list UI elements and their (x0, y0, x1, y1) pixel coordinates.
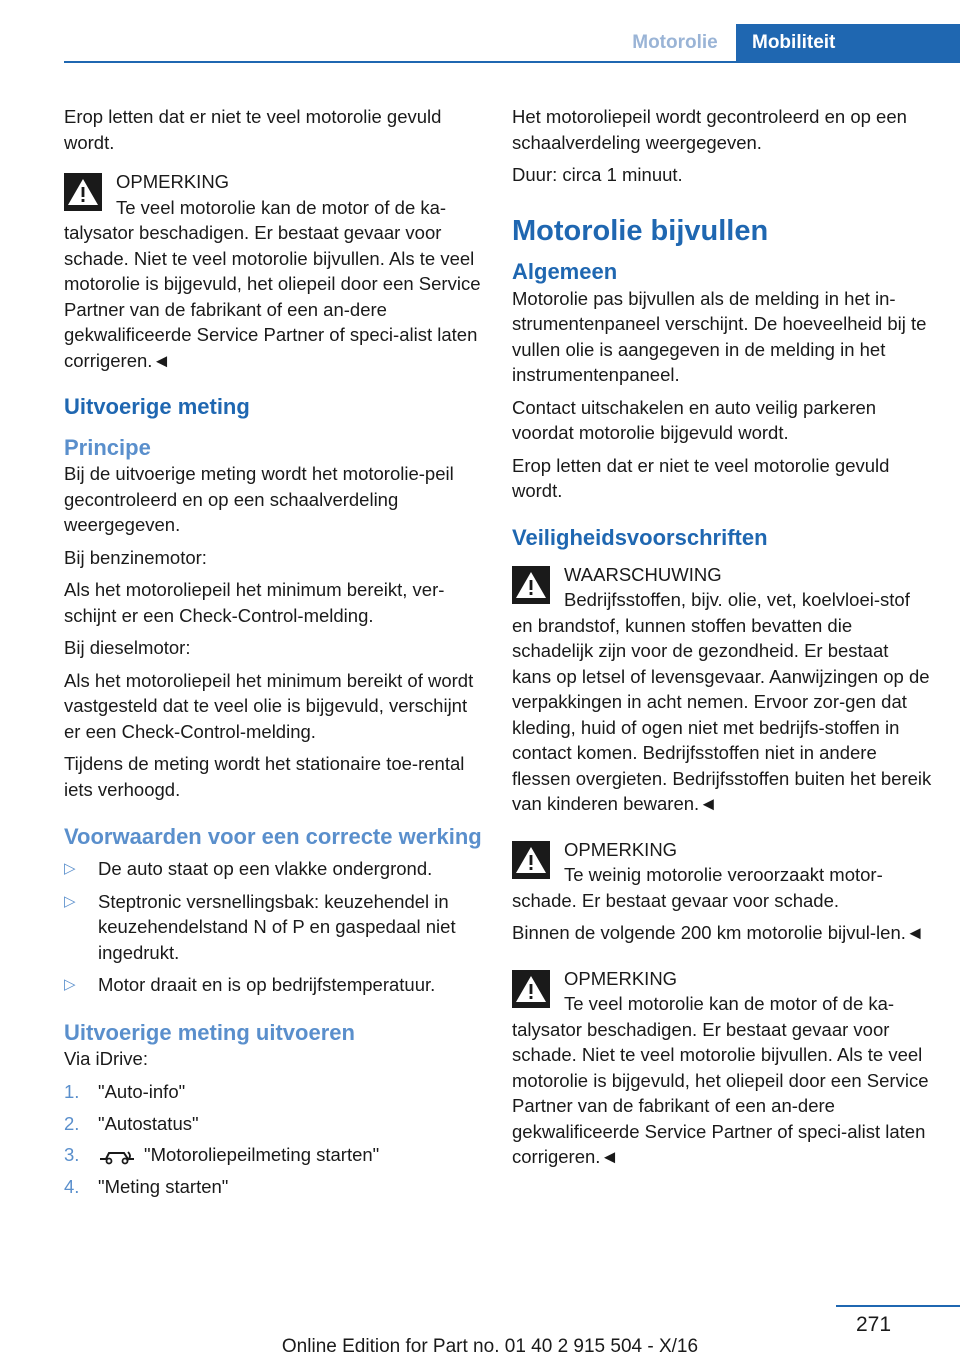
paragraph: Het motoroliepeil wordt gecontroleerd en op een schaalverdeling weergegeven. (512, 106, 907, 153)
notice-label: OPMERKING (564, 967, 678, 989)
list-item: 4. "Meting starten" (64, 1175, 229, 1197)
triangle-bullet-icon: ▷ (64, 976, 76, 993)
tab-motorolie[interactable]: Motorolie (632, 32, 718, 53)
notice-text: Te veel motorolie kan de motor of de ka-talysator beschadigen. Er bestaat gevaar voor schade. Niet te veel motorolie bijvullen. Als te veel motorolie is bijgevuld, het oliepeil door een Service Partner van de fabrikant of een an-dere gekwalificeerde Service Partner of speci-alist laten corrigeren.◄ (512, 993, 929, 1167)
notice-block (512, 966, 932, 1170)
paragraph: Duur: circa 1 minuut. (512, 164, 683, 185)
tab-mobiliteit[interactable]: Mobiliteit (736, 24, 960, 63)
paragraph: Via iDrive: (64, 1047, 148, 1069)
warning-label: WAARSCHUWING (564, 563, 722, 585)
steps-list (64, 1079, 482, 1199)
warning-triangle-icon (512, 566, 550, 604)
edition-text: Online Edition for Part no. 01 40 2 915 504 - X/16 (281, 1336, 699, 1357)
heading-veiligheidsvoorschriften: Veiligheidsvoorschriften (512, 524, 768, 550)
list-item: ▷ De auto staat op een vlakke ondergrond. (64, 856, 482, 882)
notice-label: OPMERKING (116, 171, 230, 192)
conditions-list (64, 856, 482, 998)
list-item: 2. "Autostatus" (64, 1112, 199, 1134)
paragraph: Erop letten dat er niet te veel motorolie gevuld wordt. (512, 454, 890, 501)
car-oil-icon (98, 1147, 138, 1165)
heading-uitvoeren: Uitvoerige meting uitvoeren (64, 1019, 355, 1045)
intro-text: Erop letten dat er niet te veel motorolie gevuld wordt. (64, 106, 442, 153)
left-column (64, 104, 482, 1205)
heading-voorwaarden: Voorwaarden voor een correcte werking (64, 824, 482, 849)
page-number: 271 (856, 1313, 892, 1336)
notice-block (64, 169, 482, 373)
heading-algemeen: Algemeen (512, 258, 618, 284)
paragraph: Tijdens de meting wordt het stationaire toe-rental iets verhoogd. (64, 753, 465, 800)
notice-label: OPMERKING (564, 838, 678, 860)
paragraph: Bij benzinemotor: (64, 546, 207, 568)
heading-motorolie-bijvullen: Motorolie bijvullen (512, 214, 769, 247)
paragraph: Als het motoroliepeil het minimum bereikt of wordt vastgesteld dat te veel olie is bijgevuld, verschijnt er een Check-Control-melding. (64, 669, 474, 742)
warning-text: Bedrijfsstoffen, bijv. olie, vet, koelvloei-stof en brandstof, kunnen stoffen bevatten die schadelijk zijn voor de gezondheid. Er bestaat kans op letsel of levensgevaar. Aanwijzingen op de verpakkingen in acht nemen. Ervoor zor-gen dat kleding, huid of ogen niet met bedrijfs-stoffen in contact komen. Bedrijfsstoffen niet in andere flessen overgieten. Bedrijfsstoffen buiten het bereik van kinderen bewaren.◄ (512, 589, 932, 814)
triangle-bullet-icon: ▷ (64, 860, 76, 877)
right-column (512, 104, 932, 1177)
paragraph: Motorolie pas bijvullen als de melding in het in-strumentenpaneel verschijnt. De hoeveelheid bij te vullen olie is aangegeven in de melding in het instrumentenpaneel. (512, 287, 927, 385)
footer-rule (836, 1305, 960, 1307)
notice-block (512, 837, 932, 914)
header-rule (64, 61, 960, 63)
paragraph: Als het motoroliepeil het minimum bereikt, ver-schijnt er een Check-Control-melding. (64, 579, 445, 626)
warning-block (512, 562, 932, 817)
paragraph: Bij de uitvoerige meting wordt het motorolie-peil gecontroleerd en op een schaalverdeling weergegeven. (64, 463, 454, 535)
paragraph: Binnen de volgende 200 km motorolie bijvul-len.◄ (512, 922, 925, 943)
heading-principe: Principe (64, 435, 151, 460)
heading-uitvoerige-meting: Uitvoerige meting (64, 394, 250, 419)
paragraph: Contact uitschakelen en auto veilig parkeren voordat motorolie bijgevuld wordt. (512, 396, 877, 443)
warning-triangle-icon (512, 970, 550, 1008)
warning-triangle-icon (64, 173, 102, 211)
list-item: ▷ Steptronic versnellingsbak: keuzehendel in keuzehendelstand N of P en gaspedaal niet ingedrukt. (64, 890, 456, 963)
paragraph: Bij dieselmotor: (64, 637, 191, 658)
notice-text: Te veel motorolie kan de motor of de ka-talysator beschadigen. Er bestaat gevaar voor schade. Niet te veel motorolie bijvullen. Als te veel motorolie is bijgevuld, het oliepeil door een Service Partner van de fabrikant of een an-dere gekwalificeerde Service Partner of speci-alist laten corrigeren.◄ (64, 196, 481, 371)
notice-text: Te weinig motorolie veroorzaakt motor-schade. Er bestaat gevaar voor schade. (512, 864, 883, 911)
warning-triangle-icon (512, 841, 550, 879)
triangle-bullet-icon: ▷ (64, 892, 76, 910)
list-item: 1. "Auto-info" (64, 1081, 186, 1102)
list-item: ▷ Motor draait en is op bedrijfstemperatuur. (64, 972, 482, 998)
list-item: 3. "Motoroliepeilmeting starten" (64, 1144, 380, 1165)
